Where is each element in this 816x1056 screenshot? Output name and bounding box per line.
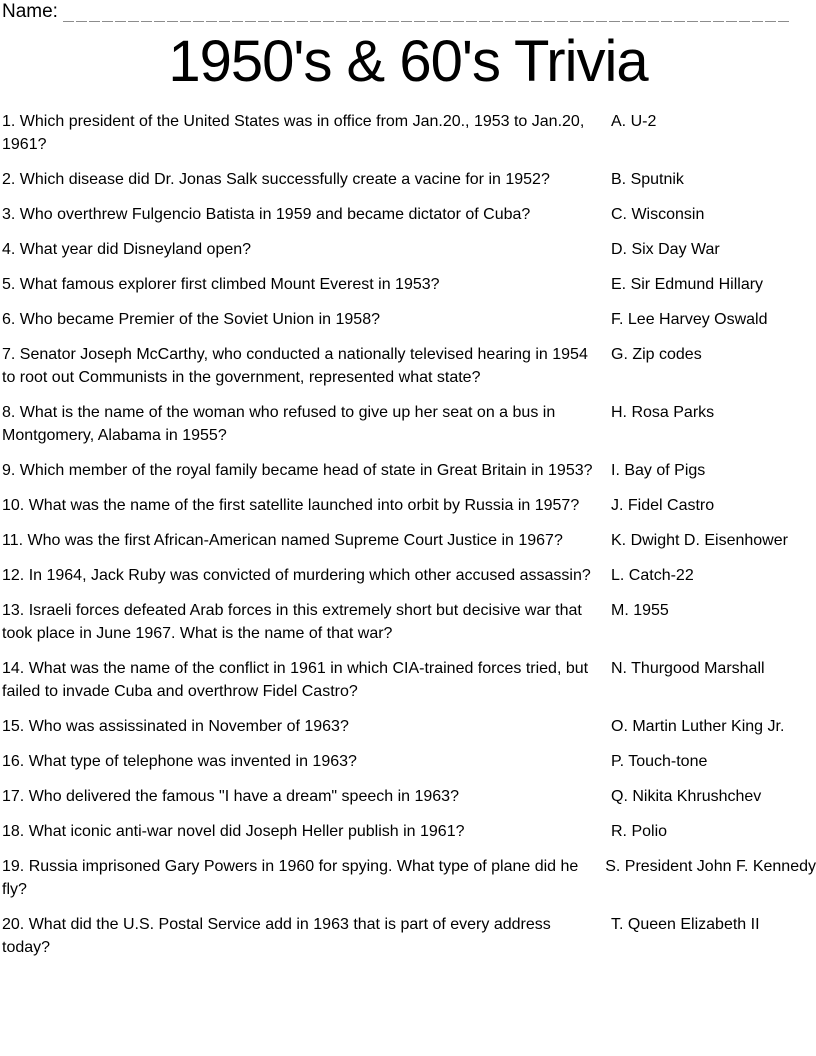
answer-option: E. Sir Edmund Hillary: [611, 276, 764, 293]
answer-option: P. Touch-tone: [611, 753, 708, 770]
qa-row: [2, 750, 816, 773]
answer-option: M. 1955: [611, 602, 669, 619]
qa-row: [2, 657, 816, 703]
question-text: 6. Who became Premier of the Soviet Union in 1958?: [2, 311, 380, 328]
answer-option: I. Bay of Pigs: [611, 462, 706, 479]
qa-row: [2, 913, 816, 959]
answer-option: O. Martin Luther King Jr.: [611, 718, 785, 735]
question-text: 18. What iconic anti-war novel did Joseph Heller publish in 1961?: [2, 823, 465, 840]
qa-row: [2, 238, 816, 261]
qa-row: [2, 459, 816, 482]
question-text: 17. Who delivered the famous "I have a dream" speech in 1963?: [2, 788, 459, 805]
page-title: 1950's & 60's Trivia: [168, 29, 648, 94]
answer-option: S. President John F. Kennedy: [605, 858, 816, 875]
question-text: 4. What year did Disneyland open?: [2, 241, 252, 258]
qa-list: [2, 110, 816, 959]
question-text: 10. What was the name of the first satellite launched into orbit by Russia in 1957?: [2, 497, 580, 514]
qa-row: [2, 203, 816, 226]
qa-row: [2, 401, 816, 447]
answer-option: Q. Nikita Khrushchev: [611, 788, 762, 805]
question-text: 20. What did the U.S. Postal Service add in 1963 that is part of every address today?: [2, 916, 551, 956]
answer-option: H. Rosa Parks: [611, 404, 715, 421]
qa-row: [2, 820, 816, 843]
question-text: 8. What is the name of the woman who refused to give up her seat on a bus in Montgomery, Alabama in 1955?: [2, 404, 556, 444]
question-text: 1. Which president of the United States was in office from Jan.20., 1953 to Jan.20, 1961?: [2, 113, 585, 153]
answer-option: F. Lee Harvey Oswald: [611, 311, 768, 328]
qa-row: [2, 599, 816, 645]
question-text: 19. Russia imprisoned Gary Powers in 1960 for spying. What type of plane did he fly?: [2, 858, 579, 898]
question-text: 15. Who was assissinated in November of 1963?: [2, 718, 349, 735]
answer-option: K. Dwight D. Eisenhower: [611, 532, 788, 549]
answer-option: D. Six Day War: [611, 241, 720, 258]
qa-row: [2, 168, 816, 191]
question-text: 14. What was the name of the conflict in 1961 in which CIA-trained forces tried, but failed to invade Cuba and overthrow Fidel Castro?: [2, 660, 589, 700]
qa-row: [2, 308, 816, 331]
question-text: 9. Which member of the royal family became head of state in Great Britain in 1953?: [2, 462, 593, 479]
question-text: 16. What type of telephone was invented in 1963?: [2, 753, 357, 770]
answer-option: T. Queen Elizabeth II: [611, 916, 760, 933]
answer-option: N. Thurgood Marshall: [611, 660, 765, 677]
question-text: 2. Which disease did Dr. Jonas Salk successfully create a vacine for in 1952?: [2, 171, 550, 188]
question-text: 5. What famous explorer first climbed Mount Everest in 1953?: [2, 276, 440, 293]
name-row: [2, 2, 790, 22]
qa-row: [2, 273, 816, 296]
question-text: 12. In 1964, Jack Ruby was convicted of murdering which other accused assassin?: [2, 567, 591, 584]
question-text: 11. Who was the first African-American named Supreme Court Justice in 1967?: [2, 532, 563, 549]
answer-option: B. Sputnik: [611, 171, 684, 188]
qa-row: [2, 785, 816, 808]
qa-row: [2, 529, 816, 552]
answer-option: G. Zip codes: [611, 346, 702, 363]
qa-row: [2, 494, 816, 517]
name-blank-line[interactable]: [63, 6, 790, 22]
answer-option: C. Wisconsin: [611, 206, 705, 223]
answer-option: L. Catch-22: [611, 567, 694, 584]
question-text: 13. Israeli forces defeated Arab forces in this extremely short but decisive war that took place in June 1967. What is the name of that war?: [2, 602, 582, 642]
answer-option: A. U-2: [611, 113, 657, 130]
answer-option: J. Fidel Castro: [611, 497, 715, 514]
qa-row: [2, 715, 816, 738]
qa-row: [2, 343, 816, 389]
question-text: 7. Senator Joseph McCarthy, who conducted a nationally televised hearing in 1954 to root out Communists in the government, represented what state?: [2, 346, 588, 386]
qa-row: [2, 110, 816, 156]
answer-option: R. Polio: [611, 823, 668, 840]
question-text: 3. Who overthrew Fulgencio Batista in 1959 and became dictator of Cuba?: [2, 206, 531, 223]
qa-row: [2, 564, 816, 587]
name-label: Name:: [2, 1, 58, 22]
qa-row: [2, 855, 816, 901]
